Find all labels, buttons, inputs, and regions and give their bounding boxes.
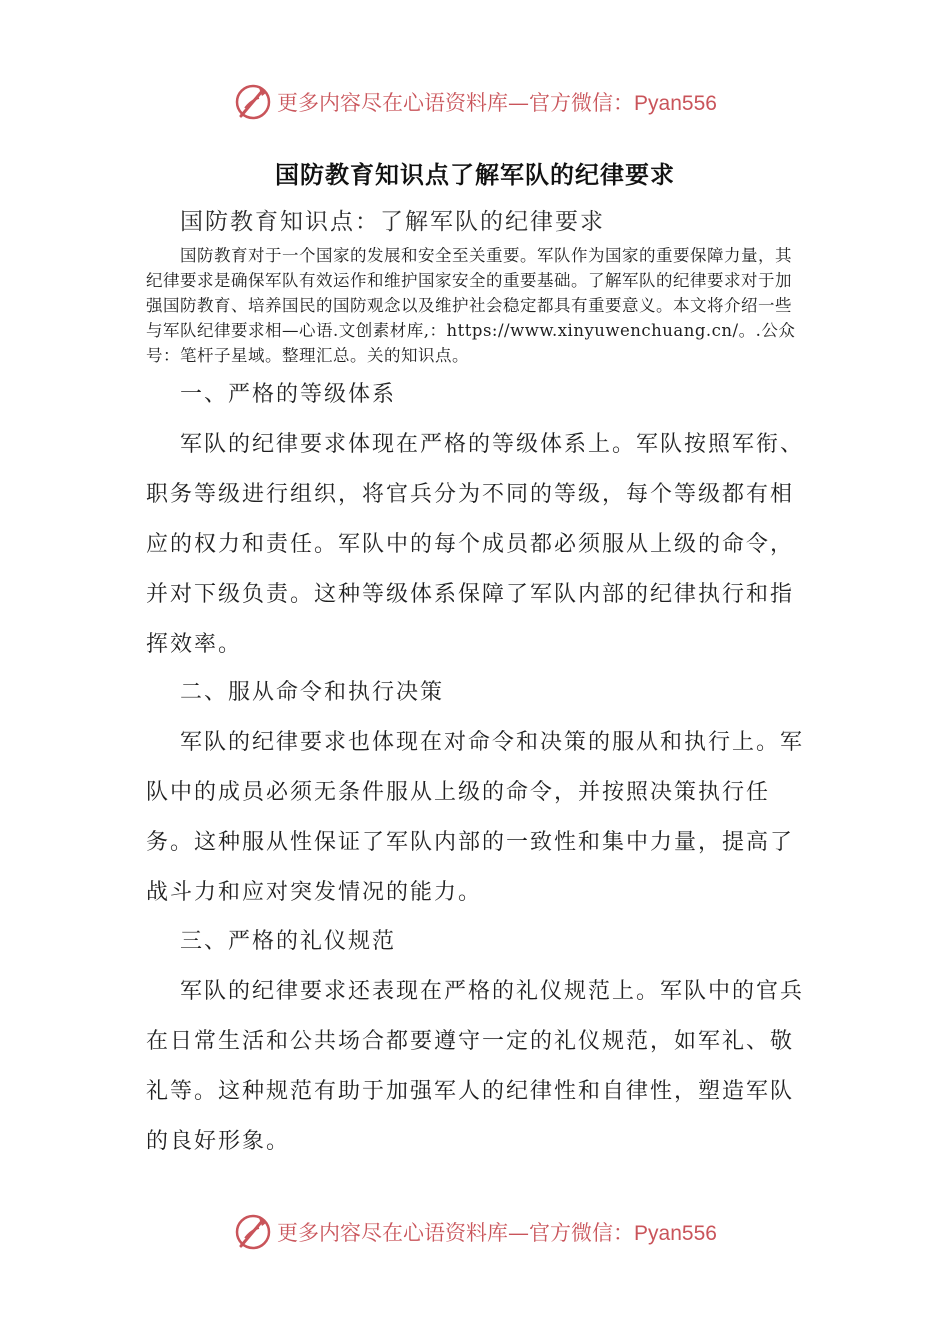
section-3: [146, 917, 811, 1167]
banner-wechat-handle: Pyan556: [634, 92, 717, 115]
banner-slogan: 更多内容尽在心语资料库: [277, 91, 509, 115]
document-title: 国防教育知识点了解军队的纪律要求: [275, 160, 675, 189]
header-watermark-banner: [0, 80, 950, 124]
banner-official-label: 官方微信：: [529, 91, 635, 115]
banner-text: [277, 87, 717, 117]
pen-logo-icon: [233, 1212, 273, 1252]
section-body: 军队的纪律要求也体现在对命令和决策的服从和执行上。军队中的成员必须无条件服从上级的命令，并按照决策执行任务。这种服从性保证了军队内部的一致性和集中力量，提高了战斗力和应对突发情况的能力。: [146, 730, 805, 905]
banner-slogan: 更多内容尽在心语资料库: [277, 1221, 509, 1245]
banner-separator: —: [508, 1221, 530, 1245]
section-heading: 三、严格的礼仪规范: [180, 929, 397, 954]
banner-wechat-handle: Pyan556: [634, 1222, 717, 1245]
pen-logo-icon: [233, 82, 273, 122]
section-body: 军队的纪律要求还表现在严格的礼仪规范上。军队中的官兵在日常生活和公共场合都要遵守一定的礼仪规范，如军礼、敬礼等。这种规范有助于加强军人的纪律性和自律性，塑造军队的良好形象。: [146, 979, 805, 1154]
section-1: [146, 370, 811, 670]
footer-watermark-banner: [0, 1210, 950, 1254]
intro-paragraph: 国防教育对于一个国家的发展和安全至关重要。军队作为国家的重要保障力量，其纪律要求是确保军队有效运作和维护国家安全的重要基础。了解军队的纪律要求对于加强国防教育、培养国民的国防观念以及维护社会稳定都具有重要意义。本文将介绍一些与军队纪律要求相—心语.文创素材库,：https://www.xinyuwenchuang.cn/。.公众号：笔杆子星域。整理汇总。关的知识点。: [146, 246, 796, 365]
section-2: [146, 668, 811, 918]
document-subtitle: 国防教育知识点：了解军队的纪律要求: [180, 209, 605, 235]
banner-text: [277, 1217, 717, 1247]
section-heading: 二、服从命令和执行决策: [180, 680, 445, 705]
section-heading: 一、严格的等级体系: [180, 382, 397, 407]
section-body: 军队的纪律要求体现在严格的等级体系上。军队按照军衔、职务等级进行组织，将官兵分为不同的等级，每个等级都有相应的权力和责任。军队中的每个成员都必须服从上级的命令，并对下级负责。这种等级体系保障了军队内部的纪律执行和指挥效率。: [146, 432, 805, 657]
banner-official-label: 官方微信：: [529, 1221, 635, 1245]
banner-separator: —: [508, 91, 530, 115]
